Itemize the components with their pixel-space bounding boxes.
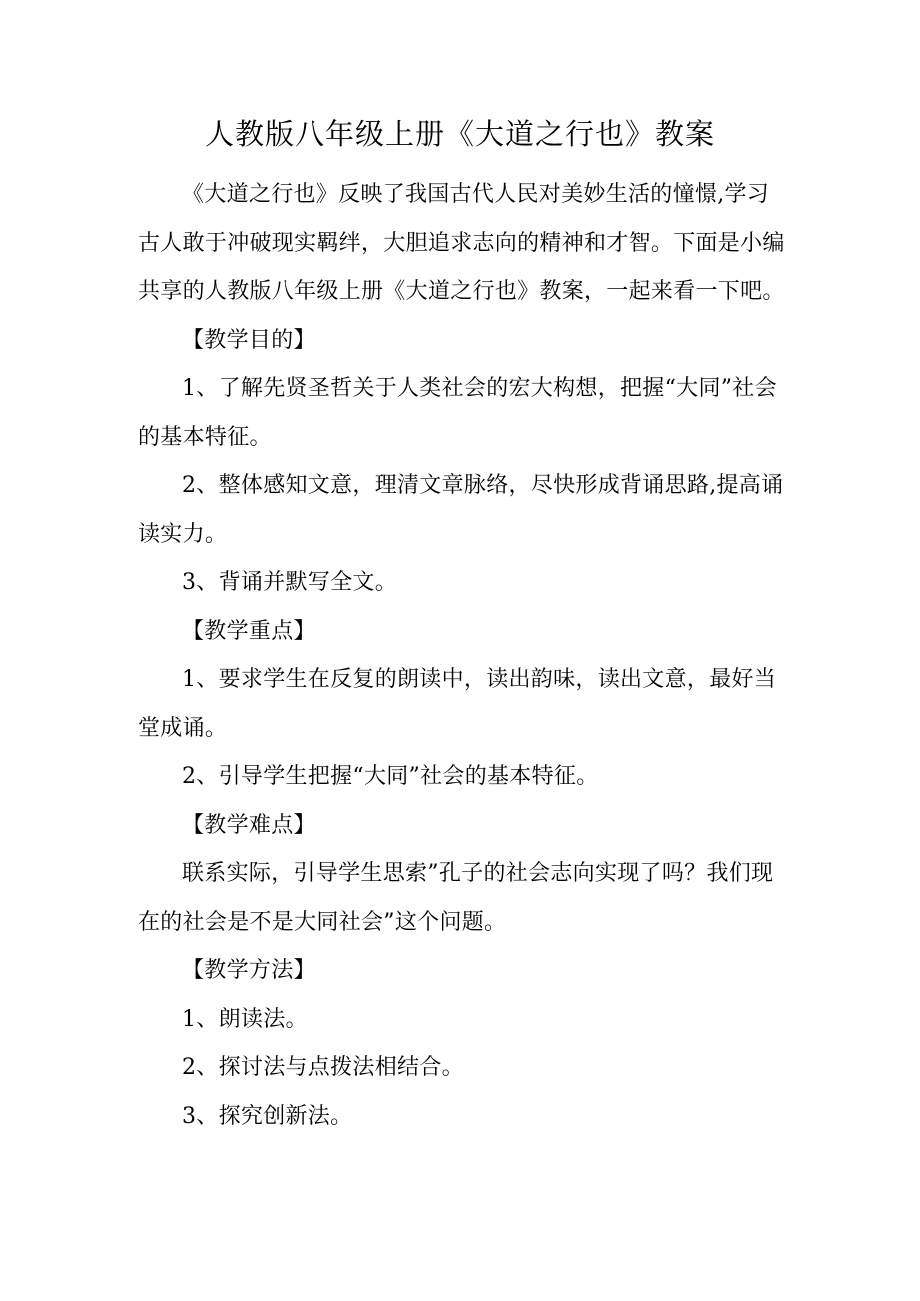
document-body (138, 171, 788, 1141)
method-item-3: 3、探究创新法。 (182, 1103, 353, 1129)
section-heading-methods: 【教学方法】 (182, 958, 316, 983)
difficulty-item-1: 联系实际，引导学生思索”孔子的社会志向实现了吗？我们现在的社会是不是大同社会”这个问题。 (138, 861, 774, 935)
intro-paragraph: 《大道之行也》反映了我国古代人民对美妙生活的憧憬,学习古人敢于冲破现实羁绊，大胆追求志向的精神和才智。下面是小编共享的人教版八年级上册《大道之行也》教案，一起来看一下吧。 (138, 182, 785, 304)
key-point-item-1: 1、要求学生在反复的朗读中，读出韵味，读出文意，最好当堂成诵。 (138, 667, 777, 741)
objective-item-3: 3、背诵并默写全文。 (182, 570, 397, 595)
objective-item-1: 1、了解先贤圣哲关于人类社会的宏大构想，把握“大同”社会的基本特征。 (138, 376, 777, 450)
section-heading-key-points: 【教学重点】 (182, 618, 316, 644)
section-heading-objectives: 【教学目的】 (182, 327, 316, 353)
document-title: 人教版八年级上册《大道之行也》教案 (204, 117, 715, 151)
method-item-1: 1、朗读法。 (182, 1006, 308, 1032)
key-point-item-2: 2、引导学生把握“大同”社会的基本特征。 (182, 764, 599, 789)
section-heading-difficulties: 【教学难点】 (182, 812, 316, 838)
method-item-2: 2、探讨法与点拨法相结合。 (182, 1055, 464, 1080)
objective-item-2: 2、整体感知文意，理清文章脉络，尽快形成背诵思路,提高诵读实力。 (138, 473, 784, 547)
